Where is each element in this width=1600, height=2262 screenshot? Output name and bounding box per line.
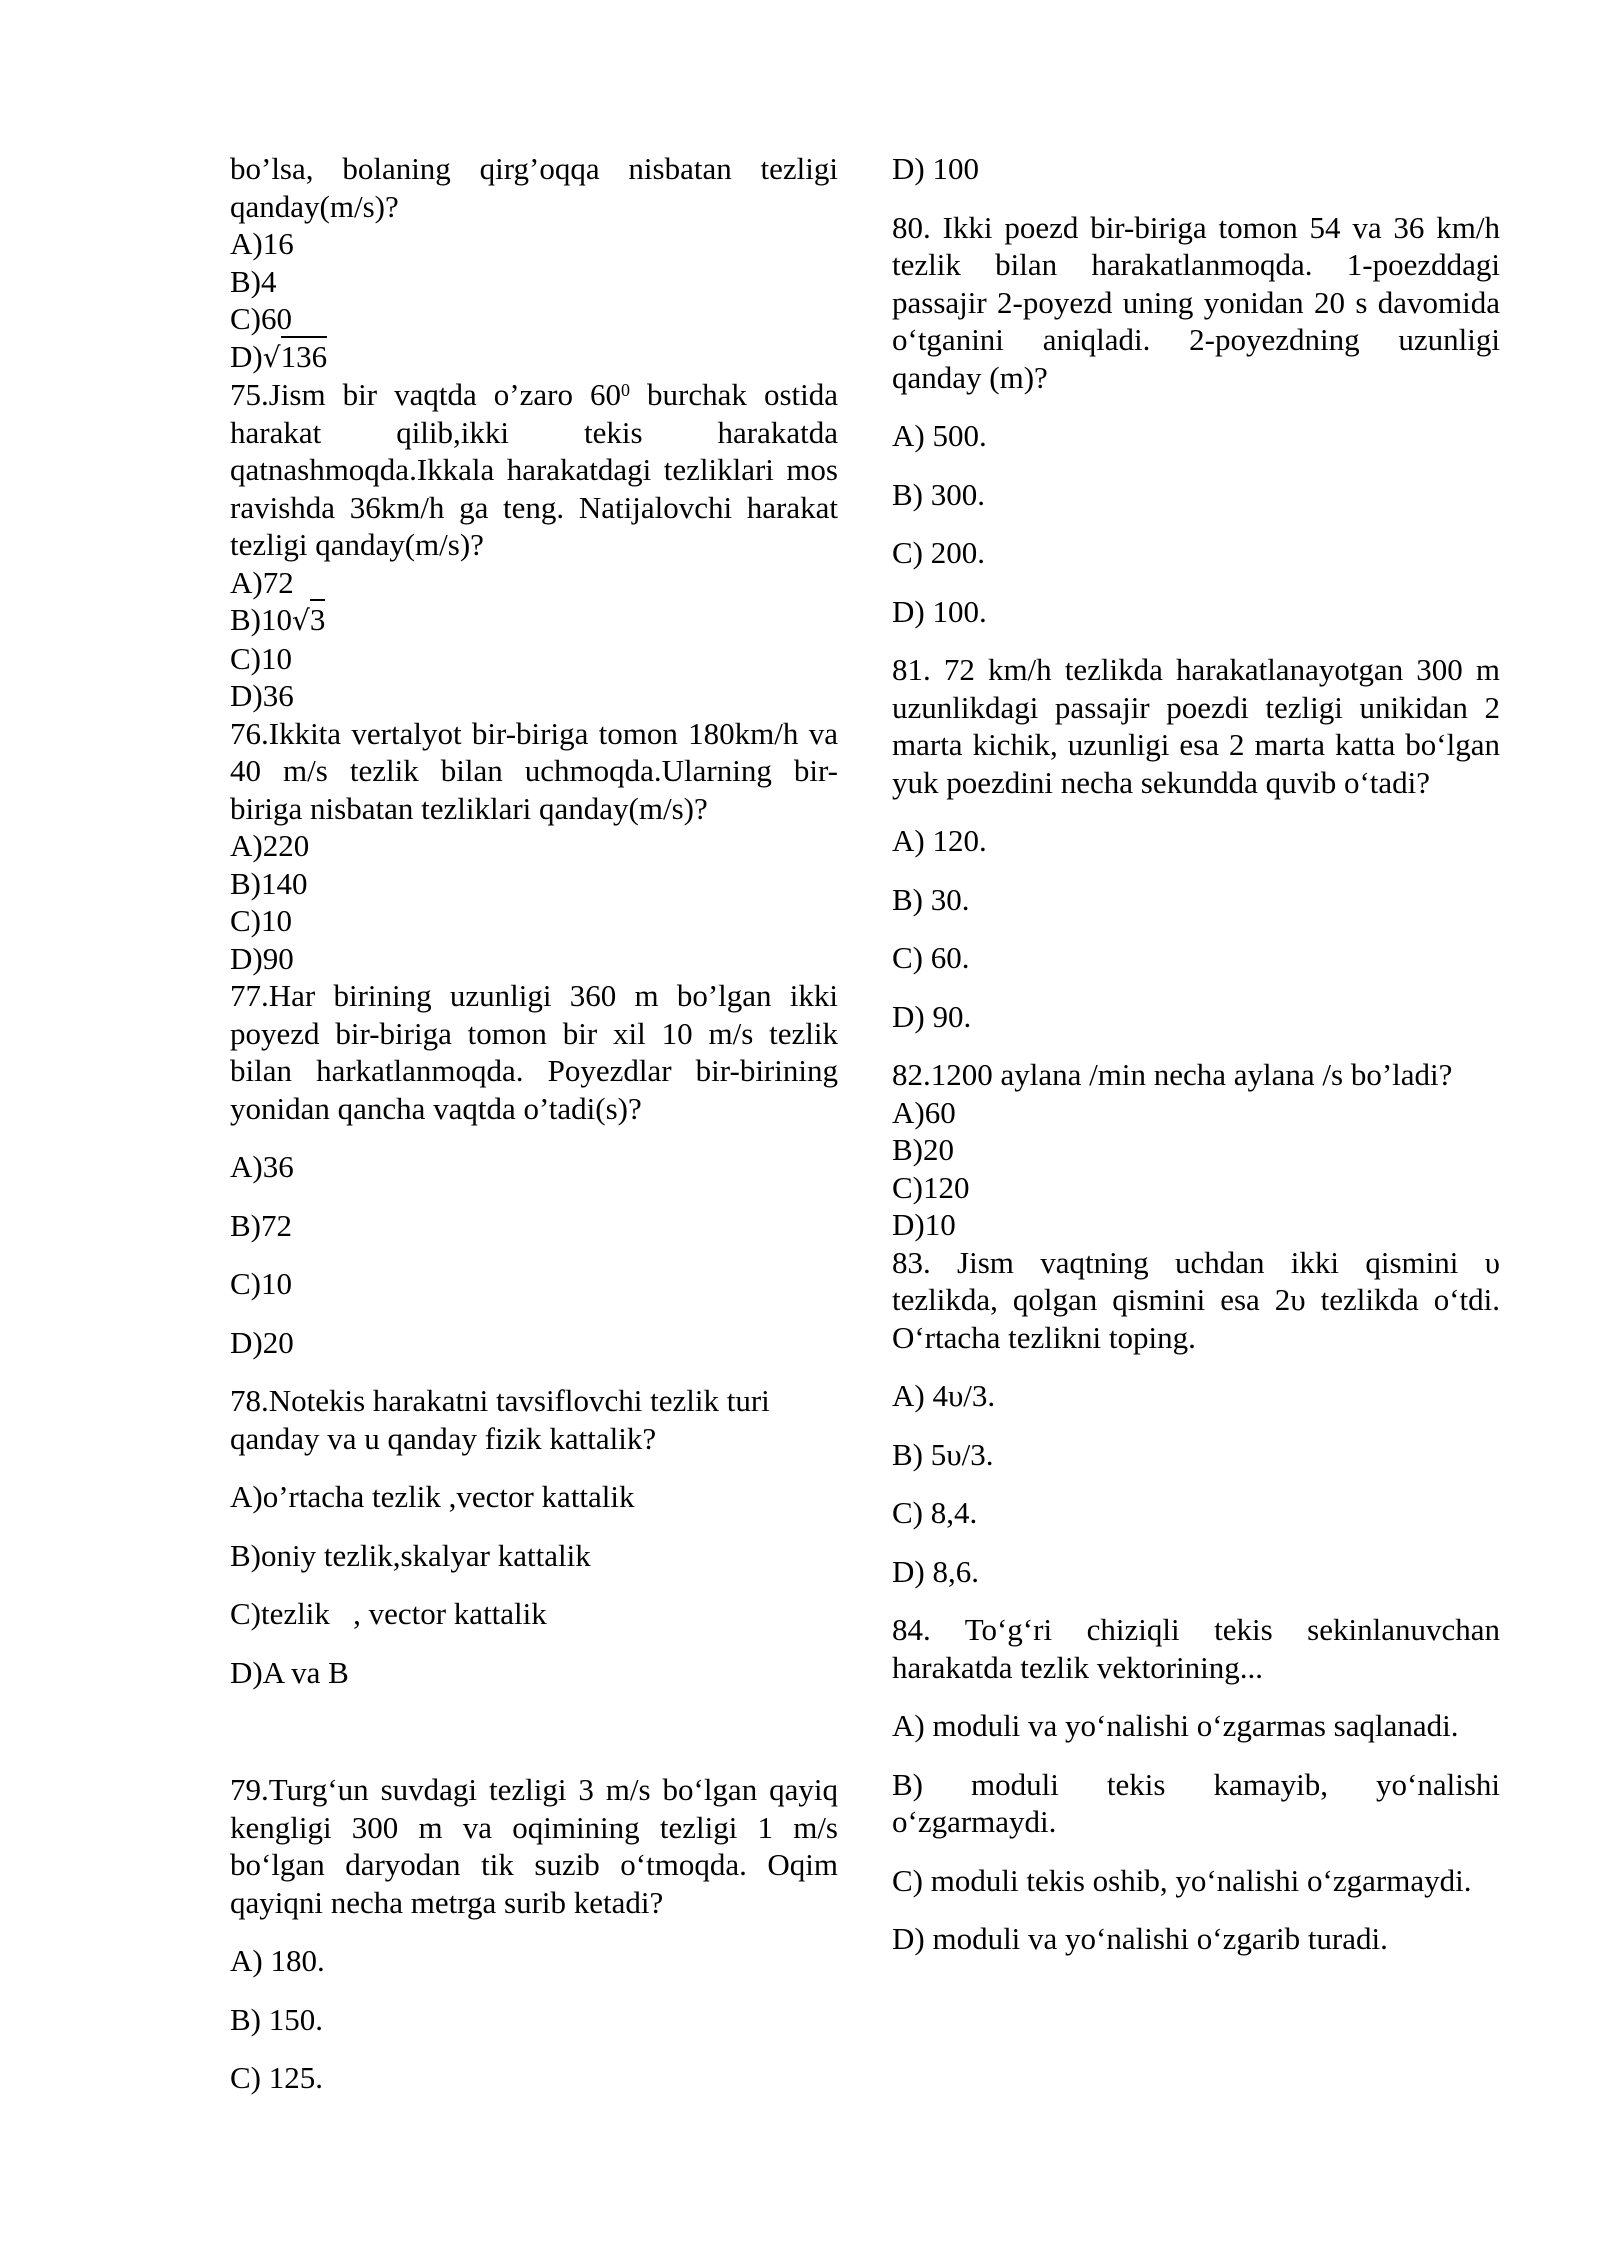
q81-option-d: D) 90.	[892, 998, 972, 1034]
q77-option-c: C)10	[230, 1266, 292, 1301]
q74-option-b: B)4	[230, 263, 277, 299]
sqrt-sign: √	[292, 604, 310, 637]
q75-option-b-prefix: B)10	[230, 602, 292, 637]
left-column	[230, 150, 838, 2097]
q75-option-d: D)36	[230, 678, 294, 713]
q83-option-d: D) 8,6.	[892, 1553, 979, 1589]
q74-option-c: C)60	[230, 301, 292, 336]
sqrt-radicand: 136	[281, 336, 328, 374]
question-75	[230, 376, 838, 564]
q77-option-a: A)36	[230, 1149, 294, 1184]
q76-option-b: B)140	[230, 865, 308, 901]
q84-option-b: B) moduli tekis kamayib, yo‘nalishi o‘zgarmaydi.	[892, 1766, 1500, 1839]
q75-text-end: burchak ostida harakat qilib,ikki tekis harakatda qatnashmoqda.Ikkala harakatdagi tezliklari mos ravishda 36km/h ga teng. Natijalovchi harakat tezligi qanday(m/s)?	[230, 377, 838, 562]
q78-option-c: C)tezlik , vector kattalik	[230, 1596, 547, 1631]
q78-option-b: B)oniy tezlik,skalyar kattalik	[230, 1537, 591, 1573]
q74-option-a: A)16	[230, 226, 294, 261]
q75-option-c: C)10	[230, 640, 292, 676]
q81-option-a: A) 120.	[892, 823, 987, 858]
q83-option-c: C) 8,4.	[892, 1495, 978, 1530]
q83-option-a: A) 4υ/3.	[892, 1378, 996, 1413]
q76-option-a: A)220	[230, 828, 310, 863]
q74-option-d	[230, 338, 838, 377]
q75-option-b	[230, 601, 838, 640]
q76-option-c: C)10	[230, 903, 292, 938]
q79-option-d: D) 100	[892, 151, 979, 186]
question-83: 83. Jism vaqtning uchdan ikki qismini υ tezlikda, qolgan qismini esa 2υ tezlikda o‘tdi. O‘rtacha tezlikni toping.	[892, 1244, 1500, 1355]
q80-option-d: D) 100.	[892, 593, 987, 629]
q75-text-start: 75.Jism bir vaqtda o’zaro 60	[230, 377, 622, 412]
question-81: 81. 72 km/h tezlikda harakatlanayotgan 300 m uzunlikdagi passajir poezdi tezligi unikidan 2 marta kichik, uzunligi esa 2 marta katta bo‘lgan yuk poezdini necha sekundda quvib o‘tadi?	[892, 652, 1500, 800]
q79-option-a: A) 180.	[230, 1943, 325, 1978]
q82-option-b: B)20	[892, 1132, 954, 1167]
degree-superscript: 0	[621, 380, 631, 400]
question-78: 78.Notekis harakatni tavsiflovchi tezlik turi qanday va u qanday fizik kattalik?	[230, 1383, 770, 1456]
sqrt-sign: √	[262, 340, 281, 374]
q76-option-d: D)90	[230, 940, 294, 976]
q79-option-c: C) 125.	[230, 2060, 323, 2095]
q81-option-b: B) 30.	[892, 881, 970, 917]
question-82: 82.1200 aylana /min necha aylana /s bo’ladi?	[892, 1057, 1453, 1092]
question-77: 77.Har birining uzunligi 360 m bo’lgan ikki poyezd bir-biriga tomon bir xil 10 m/s tezlik bilan harkatlanmoqda. Poyezdlar bir-birining yonidan qancha vaqtda o’tadi(s)?	[230, 978, 838, 1126]
q79-option-b: B) 150.	[230, 2001, 323, 2037]
sqrt-radicand: 3	[310, 599, 326, 637]
q74-option-d-prefix: D)	[230, 338, 263, 374]
q81-option-c: C) 60.	[892, 940, 970, 975]
q80-option-b: B) 300.	[892, 476, 985, 512]
sqrt-expression	[263, 339, 327, 374]
question-80: 80. Ikki poezd bir-biriga tomon 54 va 36 km/h tezlik bilan harakatlanmoqda. 1-poezddagi passajir 2-poyezd uning yonidan 20 s davomida o‘tganini aniqladi. 2-poyezdning uzunligi qanday (m)?	[892, 209, 1500, 395]
q82-option-a: A)60	[892, 1094, 956, 1130]
q83-option-b: B) 5υ/3.	[892, 1436, 994, 1472]
q80-option-c: C) 200.	[892, 535, 985, 570]
q78-option-a: A)o’rtacha tezlik ,vector kattalik	[230, 1479, 635, 1514]
q84-option-a: A) moduli va yo‘nalishi o‘zgarmas saqlanadi.	[892, 1708, 1459, 1743]
q84-option-c: C) moduli tekis oshib, yo‘nalishi o‘zgarmaydi.	[892, 1862, 1472, 1898]
question-76: 76.Ikkita vertalyot bir-biriga tomon 180km/h va 40 m/s tezlik bilan uchmoqda.Ularning bir-biriga nisbatan tezliklari qanday(m/s)?	[230, 715, 838, 826]
question-79: 79.Turg‘un suvdagi tezligi 3 m/s bo‘lgan qayiq kengligi 300 m va oqimining tezligi 1 m/s bo‘lgan daryodan tik suzib o‘tmoqda. Oqim qayiqni necha metrga surib ketadi?	[230, 1772, 838, 1920]
q75-option-a: A)72	[230, 564, 294, 600]
q77-option-b: B)72	[230, 1207, 292, 1243]
sqrt-expression	[292, 602, 325, 637]
question-84: 84. To‘g‘ri chiziqli tekis sekinlanuvchan harakatda tezlik vektorining...	[892, 1612, 1500, 1685]
question-74-continuation: bo’lsa, bolaning qirg’oqqa nisbatan tezligi qanday(m/s)?	[230, 151, 838, 224]
q84-option-d: D) moduli va yo‘nalishi o‘zgarib turadi.	[892, 1921, 1388, 1956]
q80-option-a: A) 500.	[892, 418, 987, 453]
q78-option-d: D)A va B	[230, 1654, 349, 1690]
q77-option-d: D)20	[230, 1324, 294, 1360]
q82-option-d: D)10	[892, 1207, 956, 1242]
right-column	[892, 150, 1500, 1958]
q82-option-c: C)120	[892, 1169, 970, 1205]
